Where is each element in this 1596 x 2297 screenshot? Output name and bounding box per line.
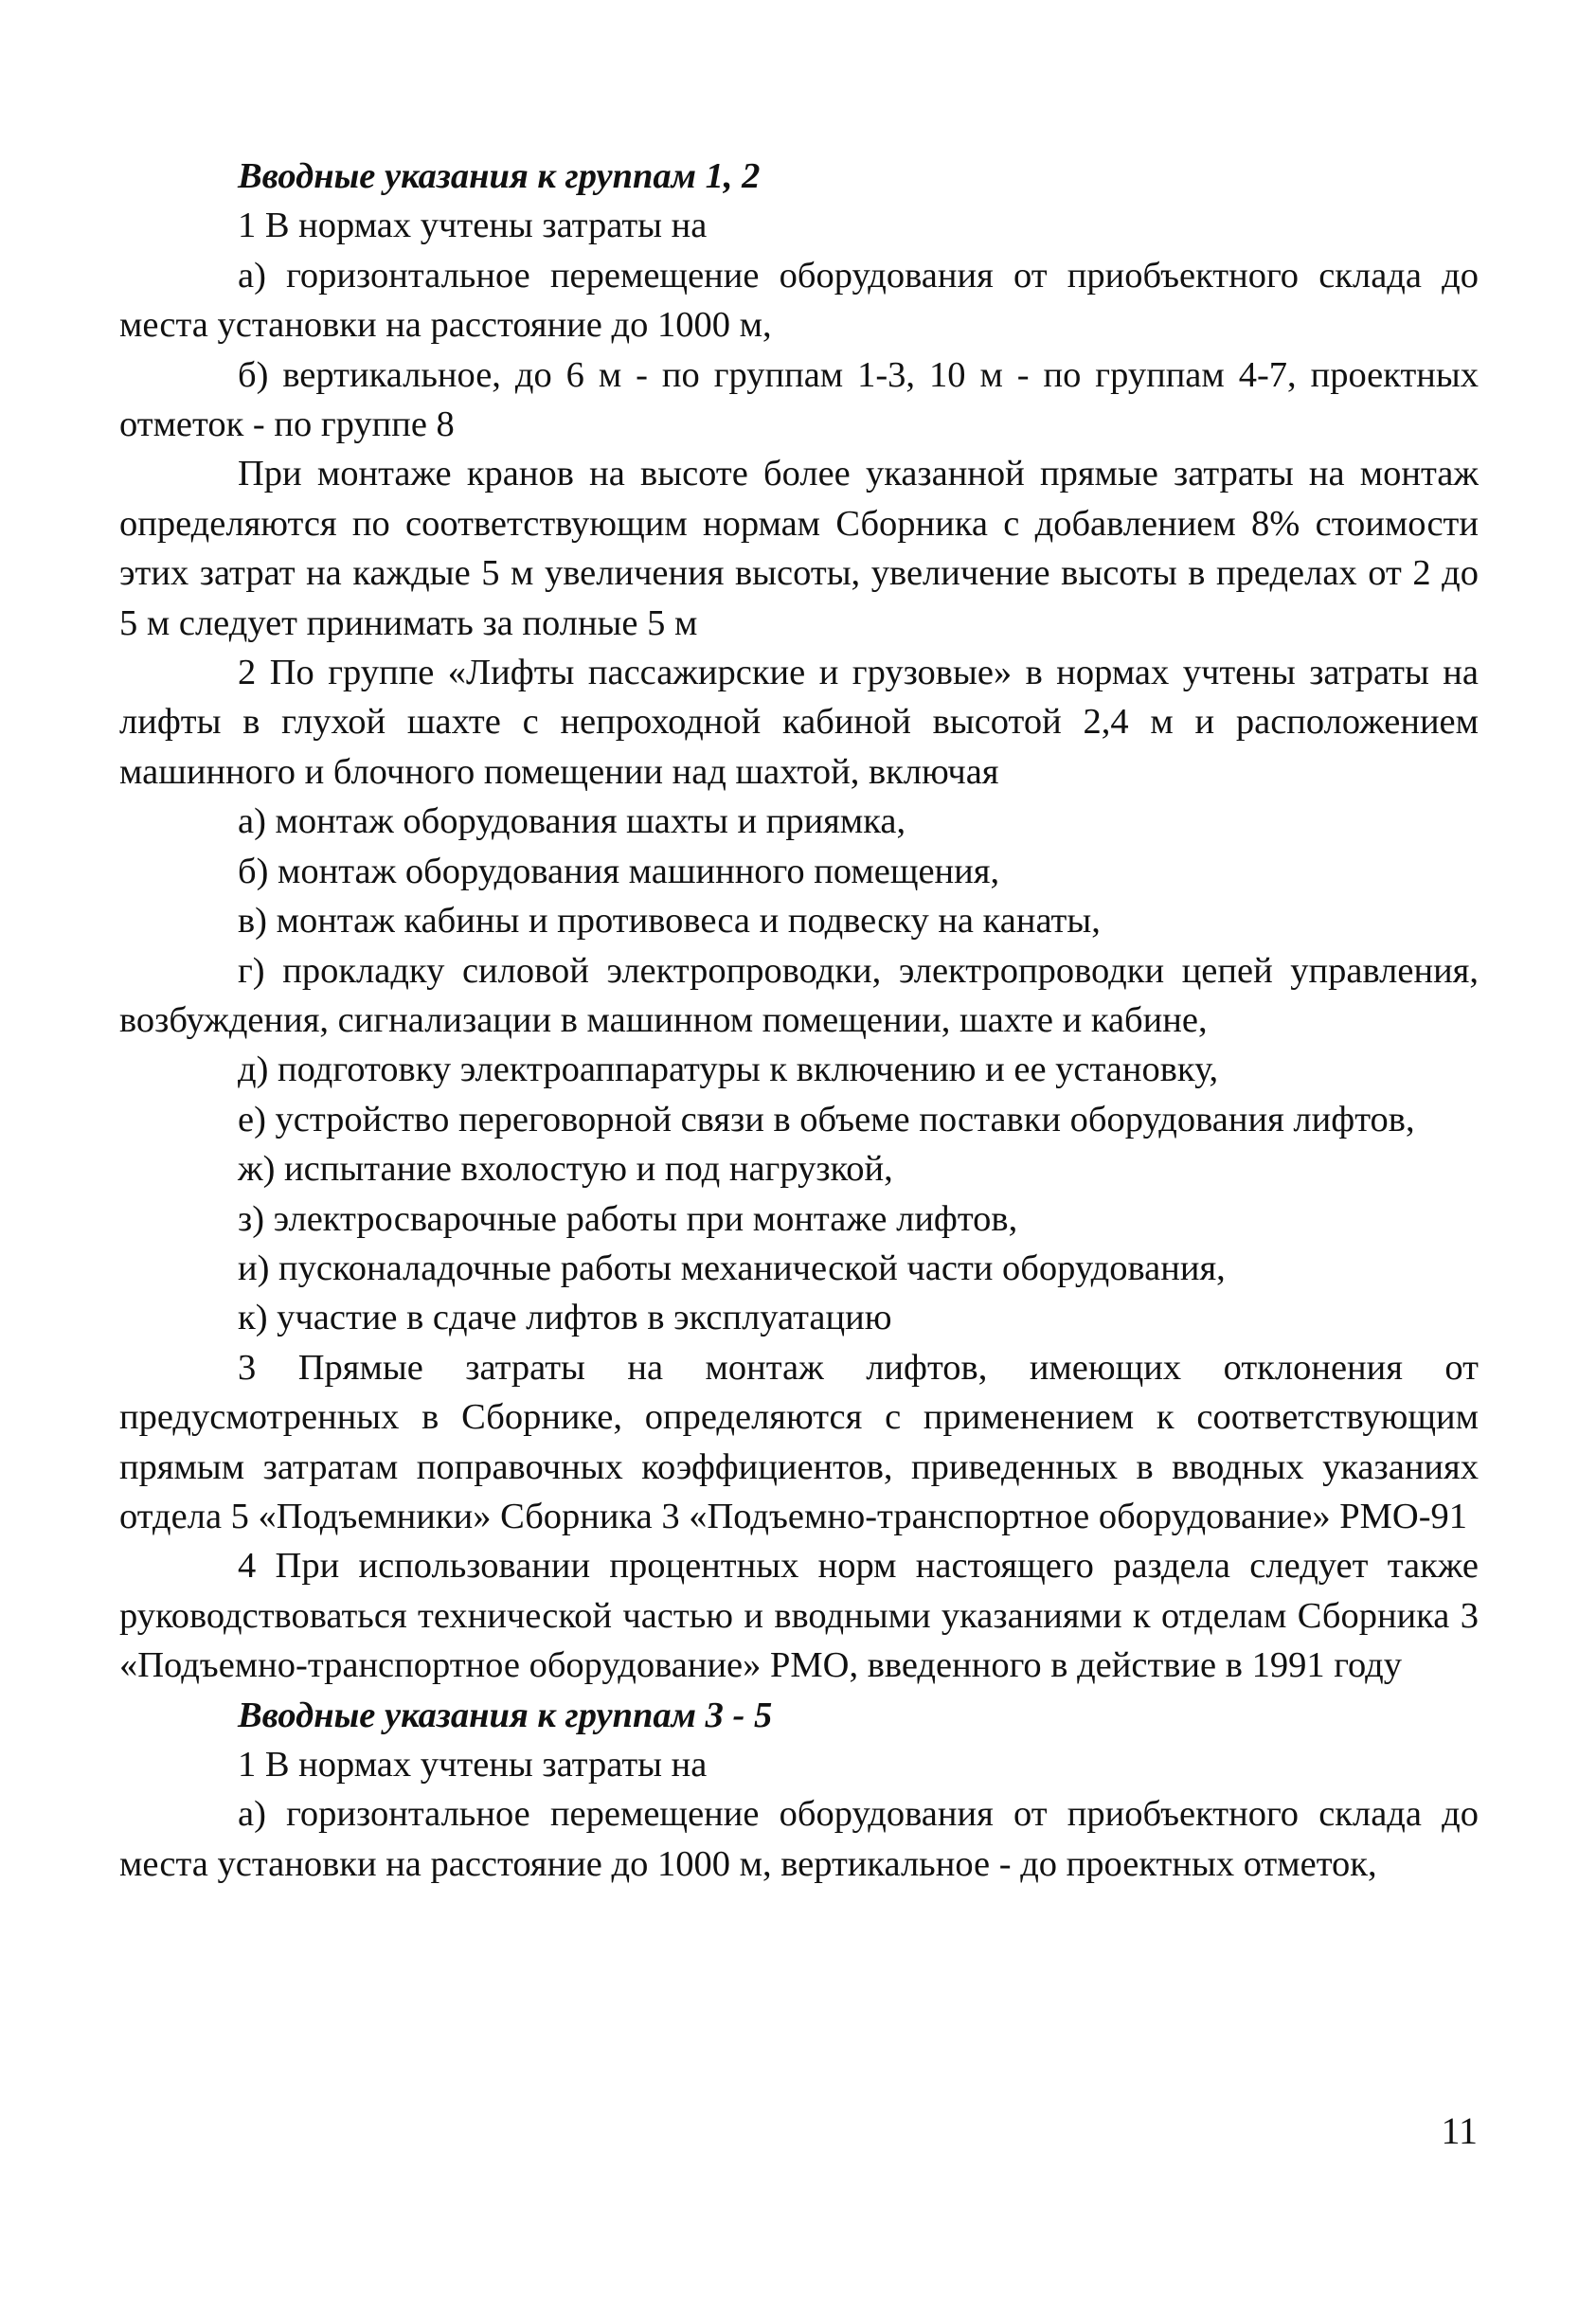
paragraph: 1 В нормах учтены затраты на xyxy=(238,1745,708,1785)
list-item: д) подготовку электроаппаратуры к включению и ее установку, xyxy=(238,1050,1219,1090)
section-heading-groups-3-5: Вводные указания к группам 3 - 5 xyxy=(238,1695,773,1735)
list-item: а) горизонтальное перемещение оборудования от приобъектного склада до места установки на расстояние до 1000 м, вертикальное - до проектных отметок, xyxy=(119,1794,1479,1884)
paragraph: 3 Прямые затраты на монтаж лифтов, имеющих отклонения от предусмотренных в Сборнике, определяются с применением к соответствующим прямым затратам поправочных коэффициентов, приведенных в вводных указаниях отдела 5 «Подъемники» Сборника 3 «Подъемно-транспортное оборудование» РМО-91 xyxy=(119,1347,1479,1536)
page-number: 11 xyxy=(1441,2109,1478,2152)
paragraph: а) горизонтальное перемещение оборудования от приобъектного склада до места установки на расстояние до 1000 м, xyxy=(119,255,1479,346)
list-item: г) прокладку силовой электропроводки, электропроводки цепей управления, возбуждения, сигнализации в машинном помещении, шахте и кабине, xyxy=(119,950,1479,1040)
paragraph: 2 По группе «Лифты пассажирские и грузовые» в нормах учтены затраты на лифты в глухой шахте с непроходной кабиной высотой 2,4 м и расположением машинного и блочного помещении над шахтой, включая xyxy=(119,653,1479,792)
list-item: б) монтаж оборудования машинного помещения, xyxy=(238,851,1000,891)
list-item: з) электросварочные работы при монтаже лифтов, xyxy=(238,1198,1018,1239)
list-item: е) устройство переговорной связи в объеме поставки оборудования лифтов, xyxy=(238,1099,1415,1140)
paragraph: 4 При использовании процентных норм настоящего раздела следует также руководствоваться технической частью и вводными указаниями к отделам Сборника 3 «Подъемно-транспортное оборудование» РМО, введенного в действие в 1991 году xyxy=(119,1546,1479,1686)
list-item: в) монтаж кабины и противовеса и подвеску на канаты, xyxy=(238,901,1101,942)
paragraph: б) вертикальное, до 6 м - по группам 1-3, 10 м - по группам 4-7, проектных отметок - по группе 8 xyxy=(119,354,1479,445)
section-heading-groups-1-2: Вводные указания к группам 1, 2 xyxy=(238,156,761,196)
list-item: а) монтаж оборудования шахты и приямка, xyxy=(238,801,906,842)
paragraph: При монтаже кранов на высоте более указанной прямые затраты на монтаж определяются по соответствующим нормам Сборника с добавлением 8% стоимости этих затрат на каждые 5 м увеличения высоты, увеличение высоты в пределах от 2 до 5 м следует принимать за полные 5 м xyxy=(119,454,1479,643)
list-item: и) пусконаладочные работы механической части оборудования, xyxy=(238,1247,1226,1288)
document-page xyxy=(119,152,1479,1889)
list-item: к) участие в сдаче лифтов в эксплуатацию xyxy=(238,1298,892,1338)
list-item: ж) испытание вхолостую и под нагрузкой, xyxy=(238,1149,893,1190)
paragraph: 1 В нормах учтены затраты на xyxy=(238,206,708,246)
